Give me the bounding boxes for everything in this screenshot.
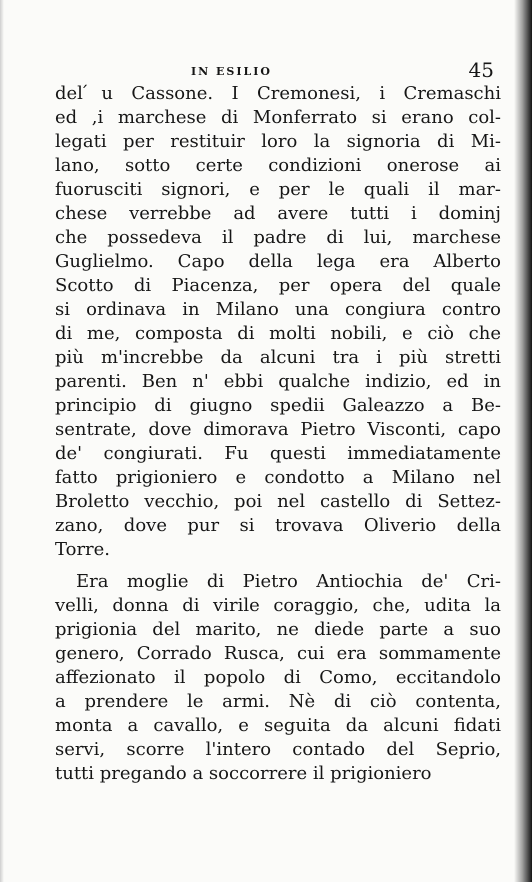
text-line: ed ,i marchese di Monferrato si erano col- [55,107,501,128]
text-line: de' congiurati. Fu questi immediatamente [55,443,501,464]
page-left-edge [0,0,4,882]
text-line: prigionia del marito, ne diede parte a suo [55,619,501,640]
text-line: Era moglie di Pietro Antiochia de' Cri- [76,571,501,592]
text-line: Torre. [55,539,111,560]
text-line: parenti. Ben n' ebbi qualche indizio, ed in [55,371,501,392]
text-line: Broletto vecchio, poi nel castello di Settez- [55,491,501,512]
text-line: fatto prigioniero e condotto a Milano nel [55,467,501,488]
text-line: zano, dove pur si trovava Oliverio della [55,515,501,536]
running-head: IN ESILIO [191,65,272,78]
binding-shadow [514,0,532,882]
text-line: chese verrebbe ad avere tutti i dominj [55,203,501,224]
text-line: legati per restituir loro la signoria di Mi- [55,131,501,152]
text-line: sentrate, dove dimorava Pietro Visconti, capo [55,419,501,440]
text-line: che possedeva il padre di lui, marchese [55,227,501,248]
text-line: principio di giugno spedii Galeazzo a Be- [55,395,501,416]
text-line: di me, composta di molti nobili, e ciò che [55,323,501,344]
text-line: Guglielmo. Capo della lega era Alberto [55,251,501,272]
text-line: affezionato il popolo di Como, eccitandolo [55,667,501,688]
text-line: a prendere le armi. Nè di ciò contenta, [55,691,501,712]
text-line: più m'increbbe da alcuni tra i più stretti [55,347,501,368]
text-line: Scotto di Piacenza, per opera del quale [55,275,501,296]
text-line: fuorusciti signori, e per le quali il mar- [55,179,501,200]
text-line: genero, Corrado Rusca, cui era sommamente [55,643,501,664]
paragraph [55,570,501,786]
page-number: 45 [468,58,494,82]
text-line: si ordinava in Milano una congiura contro [55,299,501,320]
text-line: monta a cavallo, e seguita da alcuni fidati [55,715,501,736]
body-text [55,82,501,786]
text-line: del ́u Cassone. I Cremonesi, i Cremaschi [55,83,501,104]
text-line: velli, donna di virile coraggio, che, udita la [55,595,501,616]
text-line: tutti pregando a soccorrere il prigioniero [55,763,432,784]
text-line: lano, sotto certe condizioni onerose ai [55,155,501,176]
paragraph [55,82,501,562]
text-line: servi, scorre l'intero contado del Seprio, [55,739,501,760]
